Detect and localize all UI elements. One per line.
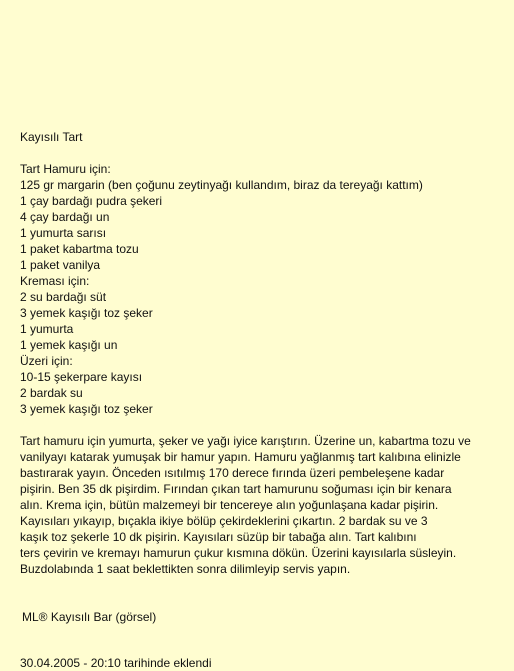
ingredient-line: 2 bardak su	[20, 386, 83, 400]
ingredient-line: 1 paket vanilya	[20, 258, 101, 272]
related-recipe-link[interactable]: ML® Kayısılı Bar (görsel)	[22, 610, 157, 624]
ingredient-line: 125 gr margarin (ben çoğunu zeytinyağı kullandım, biraz da tereyağı kattım)	[20, 178, 423, 192]
instruction-line: alın. Krema için, bütün malzemeyi bir tencereye alın yoğunlaşana kadar pişirin.	[20, 498, 439, 512]
instruction-line: vanilyayı katarak yumuşak bir hamur yapın. Hamuru yağlanmış tart kalıbına elinizle	[20, 450, 461, 464]
ingredient-line: 1 çay bardağı pudra şekeri	[20, 194, 163, 208]
date-added-text: 30.04.2005 - 20:10 tarihinde eklendi	[20, 656, 212, 670]
instruction-line: Buzdolabında 1 saat beklettikten sonra dilimleyip servis yapın.	[20, 562, 351, 576]
ingredient-line: 1 yumurta sarısı	[20, 226, 107, 240]
ingredient-line: 2 su bardağı süt	[20, 290, 107, 304]
ingredient-line: Kreması için:	[20, 274, 90, 288]
instruction-line: Kayısıları yıkayıp, bıçakla ikiye bölüp çekirdeklerini çıkartın. 2 bardak su ve 3	[20, 514, 428, 528]
ingredient-line: 1 yumurta	[20, 322, 74, 336]
ingredient-line: 3 yemek kaşığı toz şeker	[20, 306, 153, 320]
instruction-line: kaşık toz şekerle 10 dk pişirin. Kayısıları süzüp bir tabağa alın. Tart kalıbını	[20, 530, 417, 544]
ingredient-line: 1 yemek kaşığı un	[20, 338, 118, 352]
ingredient-list	[20, 161, 423, 417]
instruction-line: ters çevirin ve kremayı hamurun çukur kısmına dökün. Üzerini kayısılarla süsleyin.	[20, 546, 457, 560]
ingredient-line: Tart Hamuru için:	[20, 162, 111, 176]
instruction-line: bastırarak yayın. Önceden ısıtılmış 170 derece fırında üzeri pembeleşene kadar	[20, 466, 445, 480]
instruction-line: pişirin. Ben 35 dk pişirdim. Fırından çıkan tart hamurunu soğuması için bir kenara	[20, 482, 452, 496]
ingredient-line: Üzeri için:	[20, 354, 73, 368]
instruction-line: Tart hamuru için yumurta, şeker ve yağı iyice karıştırın. Üzerine un, kabartma tozu ve	[20, 434, 471, 448]
ingredient-line: 3 yemek kaşığı toz şeker	[20, 402, 153, 416]
ingredient-line: 10-15 şekerpare kayısı	[20, 370, 143, 384]
ingredient-line: 1 paket kabartma tozu	[20, 242, 139, 256]
ingredient-line: 4 çay bardağı un	[20, 210, 110, 224]
recipe-title: Kayısılı Tart	[20, 130, 83, 144]
recipe-instructions	[20, 433, 490, 577]
